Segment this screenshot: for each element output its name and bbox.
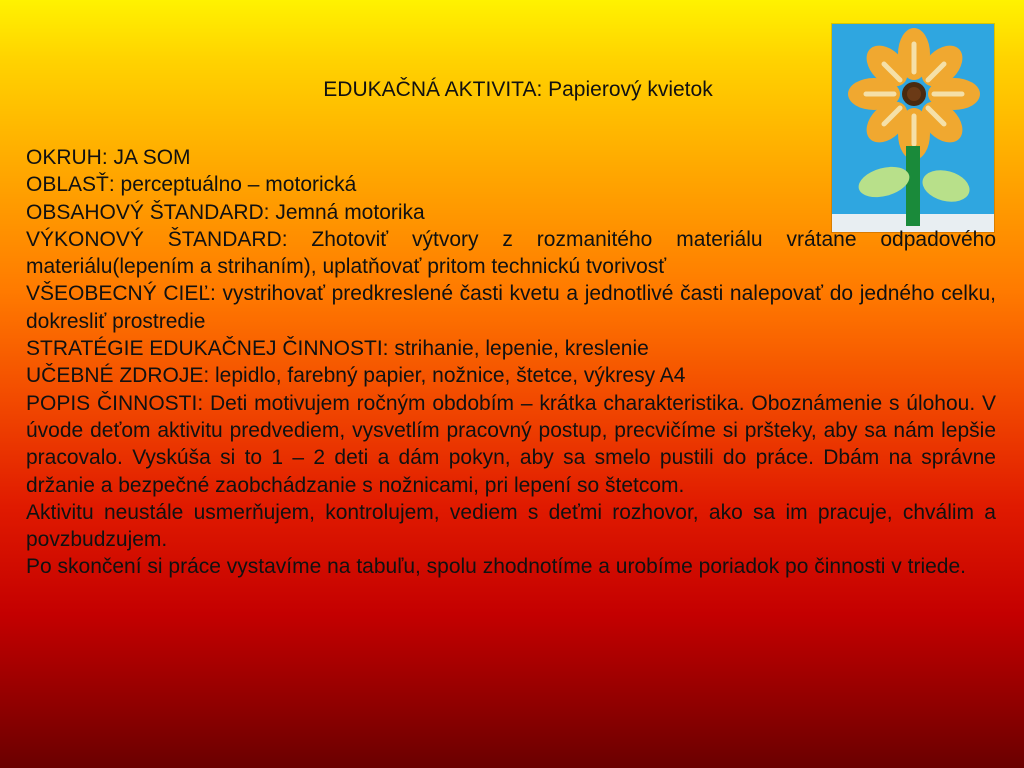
okruh-line: OKRUH: JA SOM — [26, 146, 191, 169]
ucebne-zdroje-paragraph: UČEBNÉ ZDROJE: lepidlo, farebný papier, nožnice, štetce, výkresy A4 — [26, 364, 686, 388]
po-skonceni-paragraph: Po skončení si práce vystavíme na tabuľu, spolu zhodnotíme a urobíme poriadok po činnosti v triede. — [26, 555, 966, 579]
oblast-line: OBLASŤ: perceptuálno – motorická — [26, 173, 357, 197]
strategie-paragraph: STRATÉGIE EDUKAČNEJ ČINNOSTI: strihanie, lepenie, kreslenie — [26, 337, 649, 361]
aktivitu-paragraph: Aktivitu neustále usmerňujem, kontrolujem, vediem s deťmi rozhovor, ako sa im pracuje, chválim a povzbudzujem. — [26, 500, 996, 552]
popis-cinnosti-paragraph: POPIS ČINNOSTI: Deti motivujem ročným obdobím – krátka charakteristika. Oboznámenie s úlohou. V úvode deťom aktivitu predvediem, vysvetlím pracovný postup, precvičíme si pršteky, aby sa nám lepšie pracovalo. Vyskúša si to 1 – 2 deti a dám pokyn, aby sa smelo pustili do práce. Dbám na správne držanie a bezpečné zaobchádzanie s nožnicami, pri lepení so štetcom. — [26, 391, 996, 497]
slide-content — [26, 144, 996, 581]
vseobecny-ciel-paragraph: VŠEOBECNÝ CIEĽ: vystrihovať predkreslené časti kvetu a jednotlivé časti nalepovať do jedného celku, dokresliť prostredie — [26, 282, 996, 333]
vykonovy-standard-paragraph: VÝKONOVÝ ŠTANDARD: Zhotoviť výtvory z rozmanitého materiálu vrátane odpadového materiálu(lepením a strihaním), uplatňovať pritom technickú tvorivosť — [26, 227, 996, 279]
slide-title: EDUKAČNÁ AKTIVITA: Papierový kvietok — [323, 78, 713, 101]
obsahovy-standard-line: OBSAHOVÝ ŠTANDARD: Jemná motorika — [26, 200, 425, 224]
